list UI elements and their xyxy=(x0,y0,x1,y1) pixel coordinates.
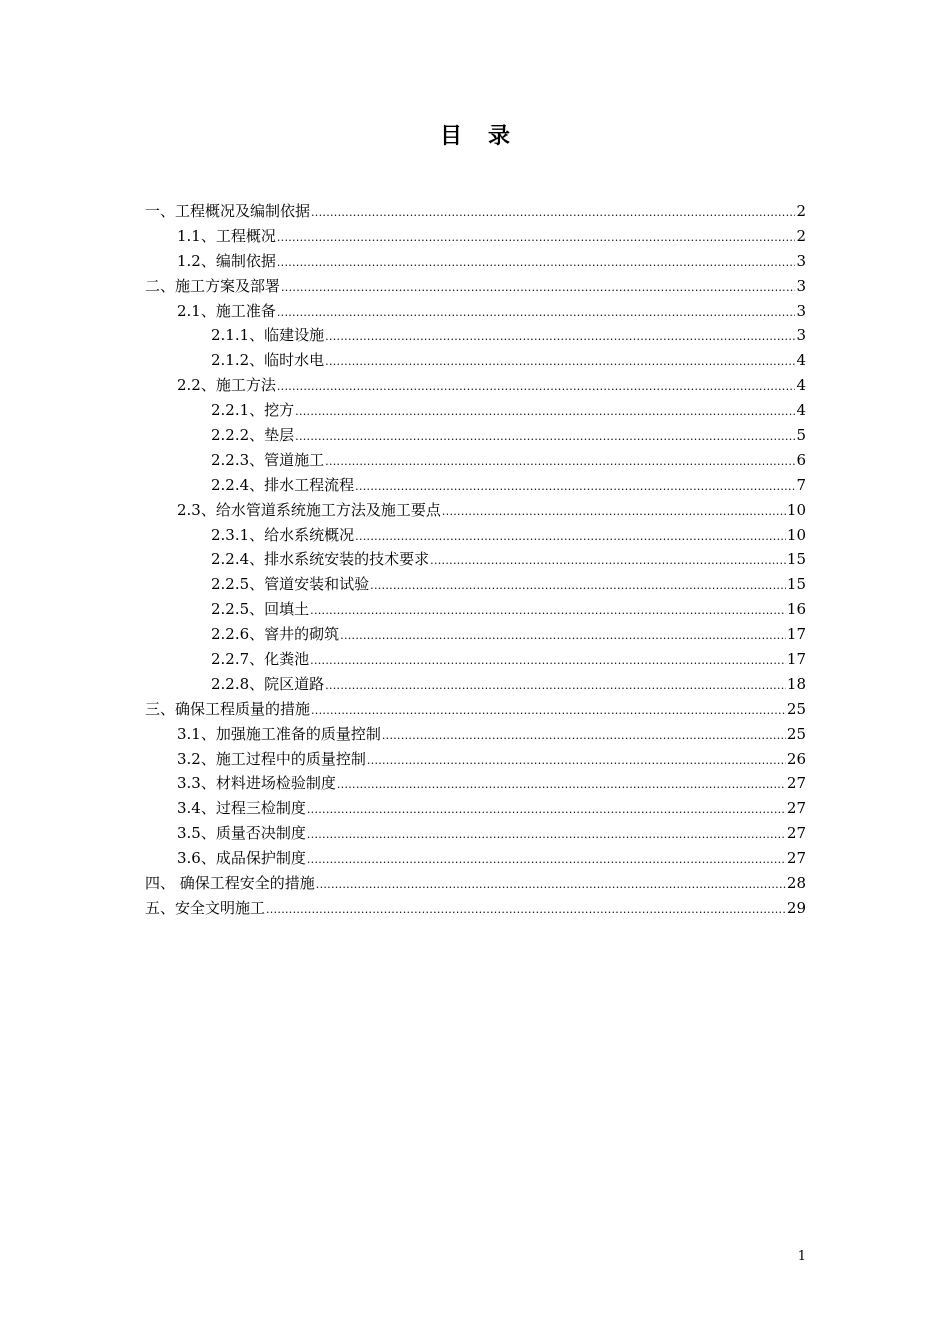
toc-entry-label: 2.2.7、化粪池 xyxy=(211,650,310,669)
toc-entry-page: 25 xyxy=(786,724,806,743)
toc-entry[interactable] xyxy=(145,796,806,821)
toc-entry-label: 2.2.4、排水系统安装的技术要求 xyxy=(211,550,430,569)
toc-entry-page: 27 xyxy=(786,849,806,868)
toc-entry[interactable] xyxy=(145,249,806,274)
toc-entry-page: 27 xyxy=(786,824,806,843)
toc-entry-label: 2.1.2、临时水电 xyxy=(211,351,325,370)
toc-entry[interactable] xyxy=(145,423,806,448)
toc-dot-leader xyxy=(310,649,786,674)
toc-entry[interactable] xyxy=(145,672,806,697)
toc-entry-label: 3.6、成品保护制度 xyxy=(177,849,306,868)
toc-entry-page: 4 xyxy=(796,376,806,395)
toc-entry-label: 2.1.1、临建设施 xyxy=(211,326,325,345)
toc-entry-label: 2.2.8、院区道路 xyxy=(211,674,325,693)
toc-entry[interactable] xyxy=(145,523,806,548)
toc-entry[interactable] xyxy=(145,771,806,796)
toc-entry-page: 17 xyxy=(786,625,806,644)
toc-dot-leader xyxy=(337,773,786,798)
toc-entry-page: 5 xyxy=(796,426,806,445)
toc-entry[interactable] xyxy=(145,547,806,572)
toc-entry[interactable] xyxy=(145,846,806,871)
toc-entry[interactable] xyxy=(145,373,806,398)
toc-entry-label: 2.3、给水管道系统施工方法及施工要点 xyxy=(177,500,441,519)
toc-entry-label: 2.2.5、管道安装和试验 xyxy=(211,575,370,594)
toc-entry-label: 1.2、编制依据 xyxy=(177,251,276,270)
toc-dot-leader xyxy=(295,400,795,425)
toc-dot-leader xyxy=(307,798,786,823)
toc-entry-page: 28 xyxy=(786,874,806,893)
toc-dot-leader xyxy=(277,301,796,326)
toc-dot-leader xyxy=(266,898,786,923)
toc-dot-leader xyxy=(325,325,795,350)
toc-entry-page: 16 xyxy=(786,600,806,619)
toc-entry-label: 3.4、过程三检制度 xyxy=(177,799,306,818)
toc-entry-page: 18 xyxy=(786,674,806,693)
toc-dot-leader xyxy=(370,574,786,599)
toc-entry[interactable] xyxy=(145,597,806,622)
toc-entry-page: 29 xyxy=(786,898,806,917)
toc-entry-label: 2.2.2、垫层 xyxy=(211,426,295,445)
toc-entry[interactable] xyxy=(145,896,806,921)
toc-entry-label: 2.2.4、排水工程流程 xyxy=(211,475,355,494)
toc-dot-leader xyxy=(325,674,786,699)
toc-dot-leader xyxy=(382,724,786,749)
toc-entry-label: 2.2.3、管道施工 xyxy=(211,450,325,469)
toc-entry[interactable] xyxy=(145,871,806,896)
toc-dot-leader xyxy=(277,251,796,276)
toc-entry-page: 15 xyxy=(786,550,806,569)
toc-entry-page: 10 xyxy=(786,525,806,544)
toc-entry-page: 3 xyxy=(796,326,806,345)
toc-entry-label: 2.2.5、回填土 xyxy=(211,600,310,619)
toc-entry-label: 二、施工方案及部署 xyxy=(145,276,281,295)
toc-entry[interactable] xyxy=(145,199,806,224)
toc-entry[interactable] xyxy=(145,622,806,647)
toc-entry[interactable] xyxy=(145,747,806,772)
toc-entry-label: 五、安全文明施工 xyxy=(145,898,266,917)
toc-dot-leader xyxy=(325,350,795,375)
toc-entry[interactable] xyxy=(145,323,806,348)
toc-entry-page: 25 xyxy=(786,699,806,718)
table-of-contents xyxy=(145,199,806,921)
toc-dot-leader xyxy=(310,599,786,624)
toc-dot-leader xyxy=(340,624,786,649)
toc-entry-page: 26 xyxy=(786,749,806,768)
toc-entry[interactable] xyxy=(145,498,806,523)
toc-dot-leader xyxy=(281,276,795,301)
toc-dot-leader xyxy=(367,749,786,774)
toc-entry-page: 3 xyxy=(796,251,806,270)
toc-entry-label: 1.1、工程概况 xyxy=(177,226,276,245)
toc-entry[interactable] xyxy=(145,647,806,672)
toc-entry-page: 4 xyxy=(796,351,806,370)
toc-entry[interactable] xyxy=(145,348,806,373)
toc-entry-page: 17 xyxy=(786,650,806,669)
toc-entry-page: 6 xyxy=(796,450,806,469)
toc-entry-page: 4 xyxy=(796,401,806,420)
toc-entry[interactable] xyxy=(145,448,806,473)
toc-title-char: 目 xyxy=(439,123,462,149)
page-number: 1 xyxy=(797,1249,806,1264)
toc-entry-page: 10 xyxy=(786,500,806,519)
toc-title xyxy=(0,120,950,152)
toc-dot-leader xyxy=(307,848,786,873)
toc-entry[interactable] xyxy=(145,572,806,597)
toc-dot-leader xyxy=(355,525,786,550)
toc-entry[interactable] xyxy=(145,274,806,299)
toc-entry-label: 四、 确保工程安全的措施 xyxy=(145,874,315,893)
toc-dot-leader xyxy=(325,450,795,475)
toc-entry-page: 2 xyxy=(796,226,806,245)
toc-dot-leader xyxy=(277,226,796,251)
toc-entry[interactable] xyxy=(145,224,806,249)
toc-entry-page: 7 xyxy=(796,475,806,494)
toc-entry-label: 一、工程概况及编制依据 xyxy=(145,202,311,220)
toc-entry-page: 3 xyxy=(796,301,806,320)
toc-dot-leader xyxy=(307,823,786,848)
toc-entry-label: 2.3.1、给水系统概况 xyxy=(211,525,355,544)
toc-entry-label: 2.1、施工准备 xyxy=(177,301,276,320)
toc-dot-leader xyxy=(311,201,795,226)
toc-entry-label: 3.3、材料进场检验制度 xyxy=(177,774,336,793)
toc-entry-label: 3.5、质量否决制度 xyxy=(177,824,306,843)
toc-dot-leader xyxy=(430,549,786,574)
toc-entry-label: 2.2.1、挖方 xyxy=(211,401,295,420)
toc-entry[interactable] xyxy=(145,473,806,498)
toc-entry-label: 三、确保工程质量的措施 xyxy=(145,699,311,718)
toc-entry[interactable] xyxy=(145,299,806,324)
toc-entry-page: 27 xyxy=(786,774,806,793)
toc-entry-page: 2 xyxy=(796,202,806,220)
toc-entry-label: 2.2.6、窨井的砌筑 xyxy=(211,625,340,644)
toc-dot-leader xyxy=(311,699,786,724)
toc-entry-label: 2.2、施工方法 xyxy=(177,376,276,395)
toc-title-char: 录 xyxy=(488,123,511,149)
toc-dot-leader xyxy=(316,873,786,898)
toc-entry[interactable] xyxy=(145,722,806,747)
toc-entry[interactable] xyxy=(145,398,806,423)
toc-entry[interactable] xyxy=(145,821,806,846)
toc-entry-page: 27 xyxy=(786,799,806,818)
toc-dot-leader xyxy=(442,500,786,525)
toc-dot-leader xyxy=(355,475,795,500)
toc-entry-label: 3.1、加强施工准备的质量控制 xyxy=(177,724,381,743)
toc-entry-page: 15 xyxy=(786,575,806,594)
toc-dot-leader xyxy=(277,375,796,400)
toc-dot-leader xyxy=(295,425,795,450)
toc-entry-page: 3 xyxy=(796,276,806,295)
toc-entry-label: 3.2、施工过程中的质量控制 xyxy=(177,749,366,768)
toc-entry[interactable] xyxy=(145,697,806,722)
